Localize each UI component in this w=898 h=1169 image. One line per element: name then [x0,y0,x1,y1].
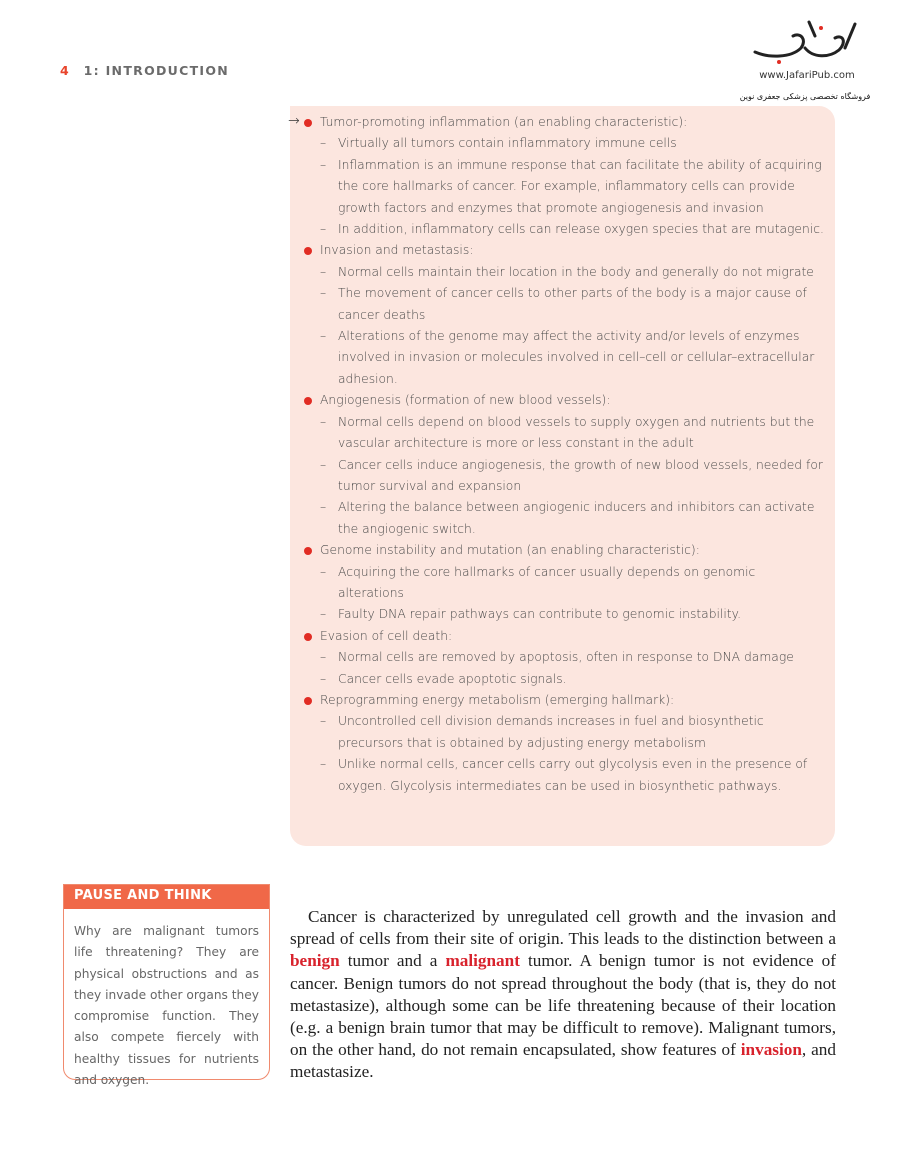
dash-icon: – [320,564,327,579]
publisher-store-name: فروشگاه تخصصی پزشکی جعفری نوین [739,92,871,101]
dash-icon: – [320,157,327,172]
calligraphy-logo-icon [749,18,859,66]
dash-icon: – [320,714,327,729]
pause-and-think-box [63,884,270,1088]
hallmark-subitem [320,155,825,219]
bullet-dot-icon [304,119,312,127]
dash-icon: – [320,414,327,429]
hallmark-subitem [320,219,825,240]
hallmark-subitem-text: Faulty DNA repair pathways can contribute to genomic instability. [338,607,742,622]
dash-icon: – [320,500,327,515]
hallmark-subitem-text: Normal cells depend on blood vessels to supply oxygen and nutrients but the vascular architecture is more or less constant in the adult [338,414,815,451]
hallmark-subitem-text: Uncontrolled cell division demands increases in fuel and biosynthetic precursors that is obtained by adjusting energy metabolism [338,714,764,750]
hallmark-subitem [320,497,825,540]
body-text-part: tumor and a [339,951,446,971]
dash-icon: – [320,607,327,622]
hallmark-title: Genome instability and mutation (an enabling characteristic): [320,543,700,558]
hallmark-subitem [320,455,825,498]
hallmark-item [320,390,825,540]
body-text-part: tumor. A benign tumor is not evidence of cancer. Benign tumors do not spread throughout the body (that is, they do not metastasize), although some can be life threatening because of their location (e.g. a benign brain tumor that may be difficult to remove). Malignant tumors, on the other hand, do not remain encapsulated, show features of [290,951,836,1060]
hallmark-subitem [320,669,825,690]
keyword-benign: benign [290,951,340,971]
dash-icon: – [320,286,327,301]
running-head [60,63,229,78]
hallmark-subitem [320,562,825,605]
hallmark-item [288,112,825,240]
hallmark-item [320,690,825,797]
bullet-dot-icon [304,633,312,641]
hallmark-subitem-text: Normal cells maintain their location in the body and generally do not migrate [338,264,814,279]
hallmark-item [320,540,825,626]
hallmark-subitem-text: Normal cells are removed by apoptosis, often in response to DNA damage [338,650,794,665]
hallmark-subitem [320,133,825,154]
arrow-right-icon: → [288,113,300,129]
bullet-dot-icon [304,247,312,255]
hallmark-item [320,240,825,390]
hallmark-subitem-text: Cancer cells evade apoptotic signals. [338,671,567,686]
hallmark-title: Invasion and metastasis: [320,243,474,258]
chapter-title: 1: INTRODUCTION [83,63,230,78]
hallmark-subitem-text: Cancer cells induce angiogenesis, the growth of new blood vessels, needed for tumor survival and expansion [338,457,823,493]
hallmark-subitem [320,647,825,668]
hallmark-subitem-text: Unlike normal cells, cancer cells carry out glycolysis even in the presence of oxygen. Glycolysis intermediates can be used in biosynthetic pathways. [338,757,808,793]
dash-icon: – [320,457,327,472]
dash-icon: – [320,222,327,237]
hallmark-subitem-text: Acquiring the core hallmarks of cancer usually depends on genomic alterations [338,564,756,600]
pause-and-think-text: Why are malignant tumors life threatening? They are physical obstructions and as they invade other organs they compromise function. They also compete fiercely with healthy tissues for nutrients and oxygen. [74,924,259,1088]
hallmark-subitem [320,754,825,797]
hallmark-title: Evasion of cell death: [320,628,453,643]
page-number: 4 [60,63,70,78]
body-text-part: Cancer is characterized by unregulated cell growth and the invasion and spread of cells from their site of origin. This leads to the distinction between a [290,907,836,949]
hallmark-title: Angiogenesis (formation of new blood vessels): [320,393,611,408]
hallmark-subitem-text: The movement of cancer cells to other parts of the body is a major cause of cancer deaths [338,286,807,322]
dash-icon: – [320,264,327,279]
hallmarks-box [290,106,835,846]
hallmark-subitem [320,412,825,455]
hallmark-list [288,112,825,797]
hallmark-title: Reprogramming energy metabolism (emerging hallmark): [320,692,675,707]
hallmark-subitem-text: Inflammation is an immune response that can facilitate the ability of acquiring the core hallmarks of cancer. For example, inflammatory cells can provide growth factors and enzymes that promote angiogenesis and invasion [338,157,822,215]
hallmark-subitem [320,604,825,625]
dash-icon: – [320,650,327,665]
body-paragraph [290,906,836,1084]
publisher-logo [735,18,875,110]
pause-and-think-title: PAUSE AND THINK [64,885,269,909]
bullet-dot-icon [304,397,312,405]
dash-icon: – [320,329,327,344]
keyword-malignant: malignant [445,951,520,971]
hallmark-subitem [320,326,825,390]
hallmark-subitem-text: Alterations of the genome may affect the activity and/or levels of enzymes involved in invasion or molecules involved in cell–cell or cellular–extracellular adhesion. [338,329,815,386]
hallmark-title: Tumor-promoting inflammation (an enabling characteristic): [320,115,688,129]
hallmark-subitem-text: Altering the balance between angiogenic inducers and inhibitors can activate the angiogenic switch. [338,500,815,536]
hallmark-subitem-text: Virtually all tumors contain inflammatory immune cells [338,136,677,151]
hallmark-subitem [320,262,825,283]
body-text-part: , and metastasize. [290,1040,836,1082]
dash-icon: – [320,136,327,151]
hallmark-subitem-text: In addition, inflammatory cells can release oxygen species that are mutagenic. [338,222,824,237]
bullet-dot-icon [304,547,312,555]
keyword-invasion: invasion [740,1040,802,1060]
dash-icon: – [320,757,327,772]
dash-icon: – [320,671,327,686]
hallmark-subitem [320,711,825,754]
bullet-dot-icon [304,697,312,705]
publisher-url: www.JafariPub.com [759,70,855,81]
hallmark-item [320,626,825,690]
hallmark-subitem [320,283,825,326]
